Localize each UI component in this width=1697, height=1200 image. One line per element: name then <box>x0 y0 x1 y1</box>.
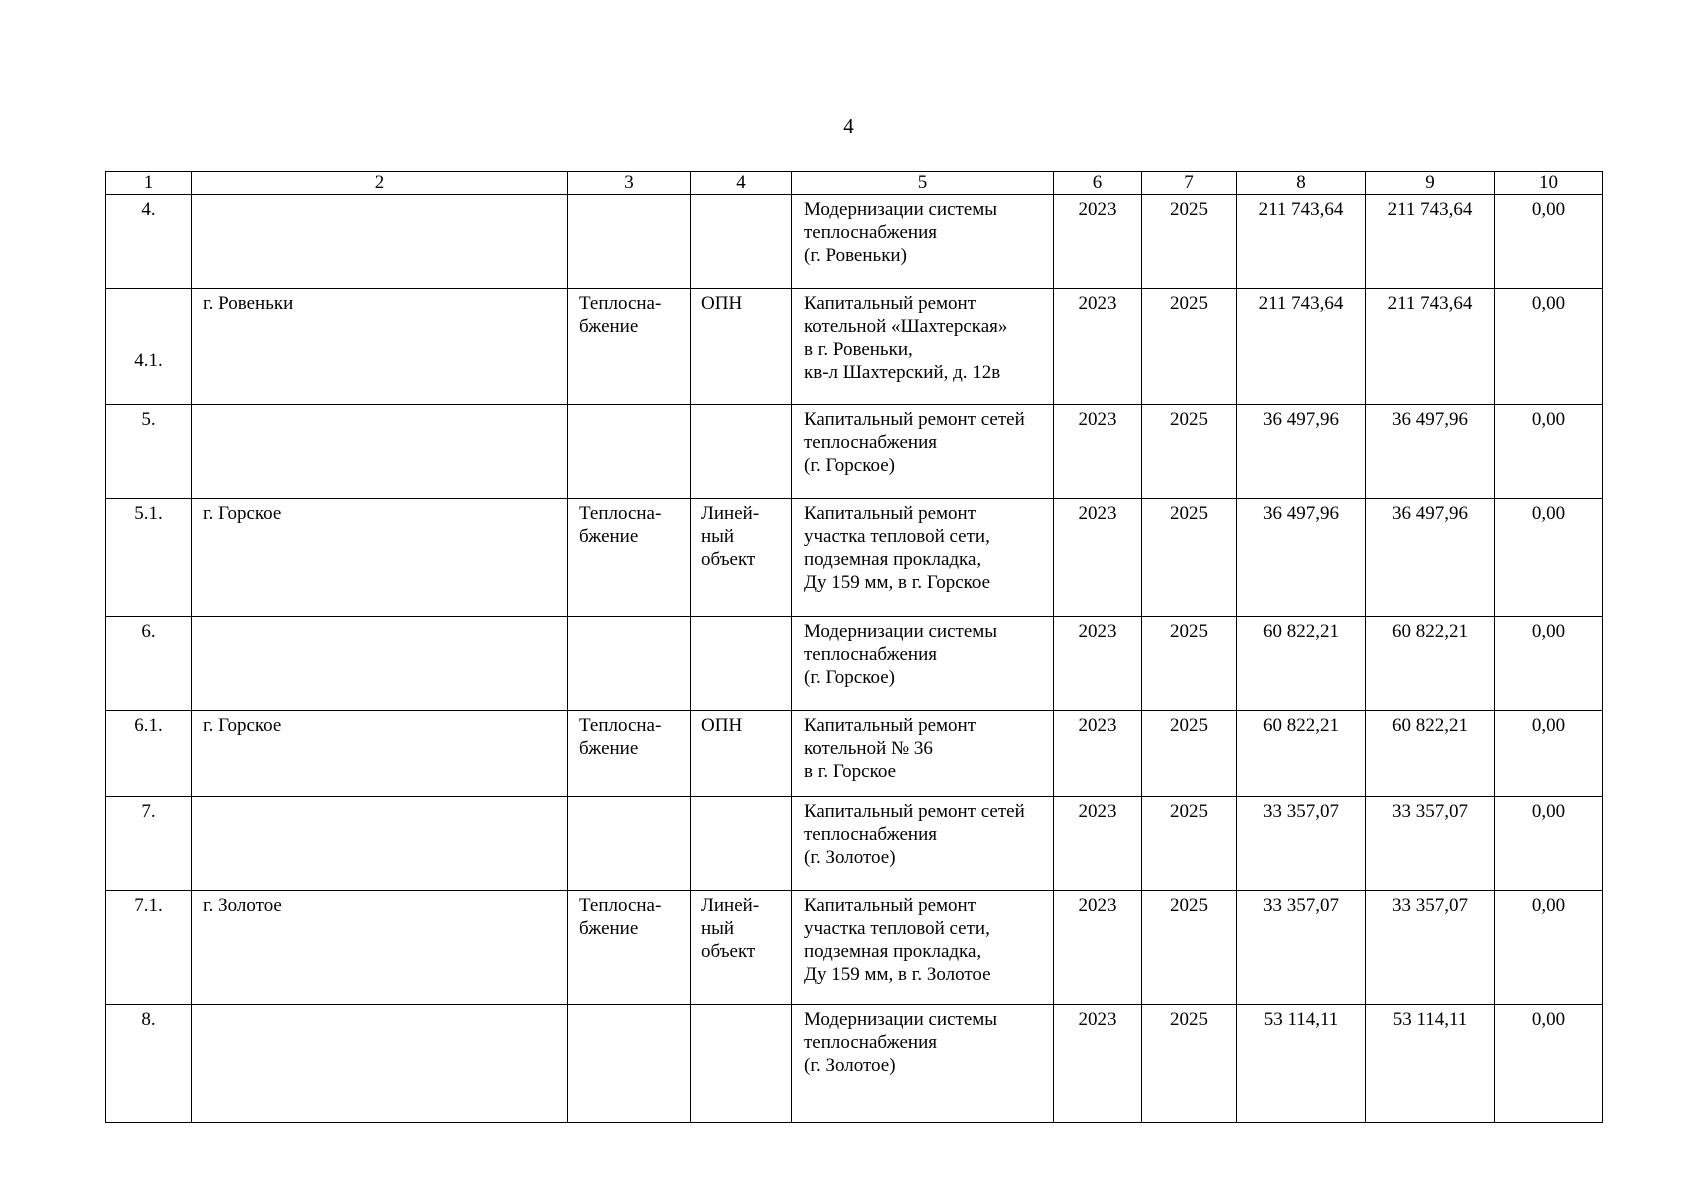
column-header: 7 <box>1142 172 1237 195</box>
start-year-cell: 2023 <box>1054 1005 1142 1123</box>
table-row <box>106 405 1603 499</box>
balance-cell: 0,00 <box>1495 797 1603 891</box>
object-type-cell <box>691 195 792 289</box>
object-type-cell <box>691 617 792 711</box>
end-year-cell: 2025 <box>1142 1005 1237 1123</box>
table-row <box>106 797 1603 891</box>
balance-cell: 0,00 <box>1495 1005 1603 1123</box>
object-type-cell: Линей- ный объект <box>691 499 792 617</box>
description-cell: Модернизации системы теплоснабжения (г. Горское) <box>792 617 1054 711</box>
table-row <box>106 891 1603 1005</box>
location-cell <box>192 1005 568 1123</box>
header-row <box>106 172 1603 195</box>
end-year-cell: 2025 <box>1142 499 1237 617</box>
row-number: 5.1. <box>106 499 192 617</box>
column-header: 4 <box>691 172 792 195</box>
object-type-cell: ОПН <box>691 289 792 405</box>
column-header: 5 <box>792 172 1054 195</box>
start-year-cell: 2023 <box>1054 499 1142 617</box>
start-year-cell: 2023 <box>1054 289 1142 405</box>
amount-cell: 53 114,11 <box>1366 1005 1495 1123</box>
location-cell: г. Ровеньки <box>192 289 568 405</box>
end-year-cell: 2025 <box>1142 797 1237 891</box>
description-cell: Капитальный ремонт сетей теплоснабжения (г. Горское) <box>792 405 1054 499</box>
object-type-cell <box>691 405 792 499</box>
balance-cell: 0,00 <box>1495 711 1603 797</box>
description-cell: Модернизации системы теплоснабжения (г. Ровеньки) <box>792 195 1054 289</box>
amount-cell: 211 743,64 <box>1366 195 1495 289</box>
start-year-cell: 2023 <box>1054 891 1142 1005</box>
table-row <box>106 289 1603 405</box>
amount-cell: 36 497,96 <box>1366 499 1495 617</box>
row-number: 7.1. <box>106 891 192 1005</box>
sector-cell: Теплосна- бжение <box>568 499 691 617</box>
location-cell: г. Горское <box>192 711 568 797</box>
object-type-cell <box>691 1005 792 1123</box>
balance-cell: 0,00 <box>1495 405 1603 499</box>
total-cell: 36 497,96 <box>1237 405 1366 499</box>
description-cell: Капитальный ремонт котельной № 36 в г. Горское <box>792 711 1054 797</box>
row-number: 6.1. <box>106 711 192 797</box>
amount-cell: 60 822,21 <box>1366 711 1495 797</box>
amount-cell: 211 743,64 <box>1366 289 1495 405</box>
location-cell: г. Горское <box>192 499 568 617</box>
start-year-cell: 2023 <box>1054 195 1142 289</box>
description-cell: Капитальный ремонт котельной «Шахтерская» в г. Ровеньки, кв-л Шахтерский, д. 12в <box>792 289 1054 405</box>
column-header: 6 <box>1054 172 1142 195</box>
location-cell <box>192 797 568 891</box>
total-cell: 53 114,11 <box>1237 1005 1366 1123</box>
total-cell: 36 497,96 <box>1237 499 1366 617</box>
column-header: 1 <box>106 172 192 195</box>
investment-table <box>105 171 1603 1123</box>
row-number: 4.1. <box>106 289 192 405</box>
row-number: 8. <box>106 1005 192 1123</box>
sector-cell <box>568 1005 691 1123</box>
end-year-cell: 2025 <box>1142 891 1237 1005</box>
balance-cell: 0,00 <box>1495 891 1603 1005</box>
sector-cell <box>568 195 691 289</box>
sector-cell <box>568 797 691 891</box>
sector-cell: Теплосна- бжение <box>568 711 691 797</box>
total-cell: 33 357,07 <box>1237 797 1366 891</box>
sector-cell <box>568 617 691 711</box>
balance-cell: 0,00 <box>1495 195 1603 289</box>
description-cell: Капитальный ремонт участка тепловой сети, подземная прокладка, Ду 159 мм, в г. Горское <box>792 499 1054 617</box>
balance-cell: 0,00 <box>1495 617 1603 711</box>
table-row <box>106 195 1603 289</box>
location-cell: г. Золотое <box>192 891 568 1005</box>
start-year-cell: 2023 <box>1054 711 1142 797</box>
row-number: 5. <box>106 405 192 499</box>
total-cell: 211 743,64 <box>1237 289 1366 405</box>
column-header: 8 <box>1237 172 1366 195</box>
location-cell <box>192 195 568 289</box>
location-cell <box>192 617 568 711</box>
description-cell: Капитальный ремонт сетей теплоснабжения (г. Золотое) <box>792 797 1054 891</box>
row-number: 6. <box>106 617 192 711</box>
end-year-cell: 2025 <box>1142 195 1237 289</box>
row-number: 4. <box>106 195 192 289</box>
object-type-cell: ОПН <box>691 711 792 797</box>
row-number: 7. <box>106 797 192 891</box>
balance-cell: 0,00 <box>1495 499 1603 617</box>
end-year-cell: 2025 <box>1142 405 1237 499</box>
amount-cell: 60 822,21 <box>1366 617 1495 711</box>
table-row <box>106 617 1603 711</box>
amount-cell: 33 357,07 <box>1366 891 1495 1005</box>
start-year-cell: 2023 <box>1054 405 1142 499</box>
table-row <box>106 499 1603 617</box>
total-cell: 33 357,07 <box>1237 891 1366 1005</box>
end-year-cell: 2025 <box>1142 711 1237 797</box>
table-row <box>106 1005 1603 1123</box>
amount-cell: 33 357,07 <box>1366 797 1495 891</box>
column-header: 10 <box>1495 172 1603 195</box>
total-cell: 211 743,64 <box>1237 195 1366 289</box>
column-header: 9 <box>1366 172 1495 195</box>
object-type-cell: Линей- ный объект <box>691 891 792 1005</box>
sector-cell: Теплосна- бжение <box>568 891 691 1005</box>
table-row <box>106 711 1603 797</box>
description-cell: Капитальный ремонт участка тепловой сети, подземная прокладка, Ду 159 мм, в г. Золотое <box>792 891 1054 1005</box>
start-year-cell: 2023 <box>1054 617 1142 711</box>
start-year-cell: 2023 <box>1054 797 1142 891</box>
sector-cell <box>568 405 691 499</box>
column-header: 2 <box>192 172 568 195</box>
object-type-cell <box>691 797 792 891</box>
total-cell: 60 822,21 <box>1237 711 1366 797</box>
location-cell <box>192 405 568 499</box>
description-cell: Модернизации системы теплоснабжения (г. Золотое) <box>792 1005 1054 1123</box>
sector-cell: Теплосна- бжение <box>568 289 691 405</box>
amount-cell: 36 497,96 <box>1366 405 1495 499</box>
end-year-cell: 2025 <box>1142 617 1237 711</box>
total-cell: 60 822,21 <box>1237 617 1366 711</box>
end-year-cell: 2025 <box>1142 289 1237 405</box>
balance-cell: 0,00 <box>1495 289 1603 405</box>
column-header: 3 <box>568 172 691 195</box>
page-number: 4 <box>843 114 854 138</box>
